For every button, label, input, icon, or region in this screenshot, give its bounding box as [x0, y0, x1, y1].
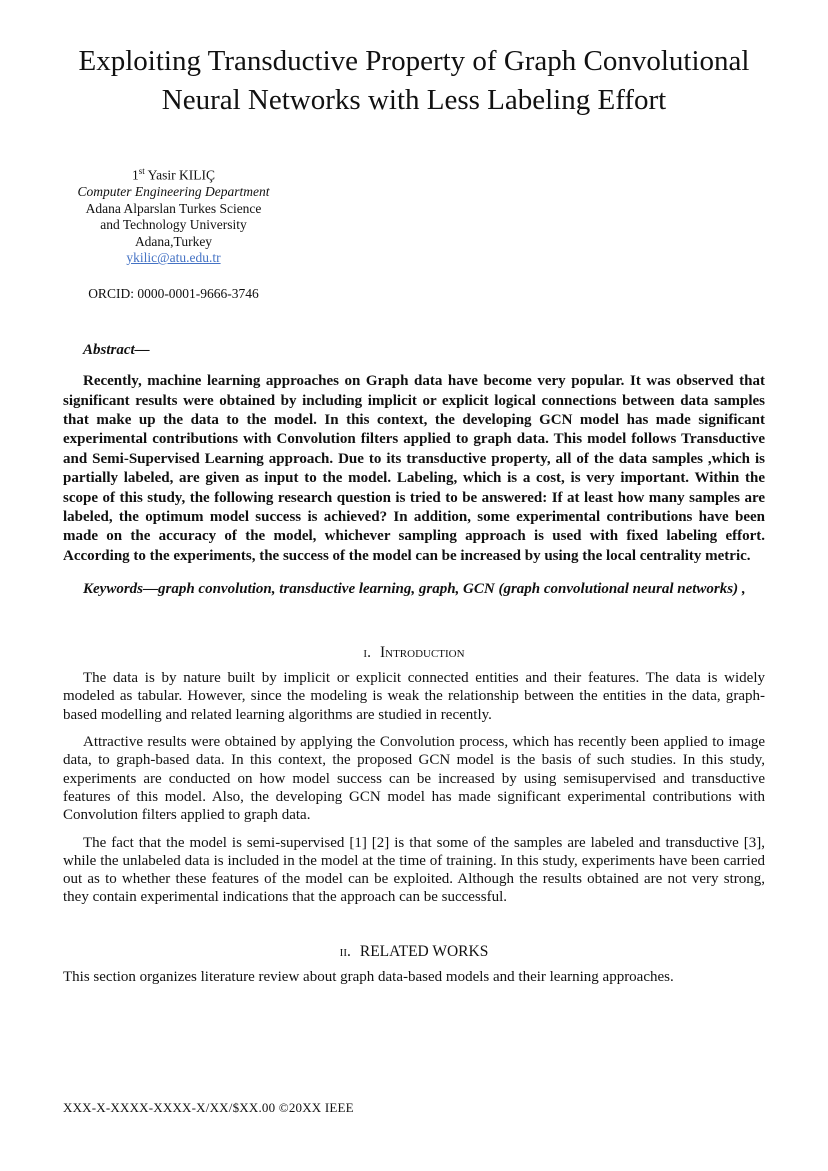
keywords-label: Keywords—	[83, 581, 158, 598]
keywords-text: graph convolution, transductive learning, graph, GCN (graph convolutional neural networks) ,	[158, 581, 746, 598]
author-order-number: 1	[132, 167, 139, 183]
related-works-paragraph-1: This section organizes literature review about graph data-based models and their learning approaches.	[63, 968, 674, 985]
introduction-paragraph-3: The fact that the model is semi-supervised [1] [2] is that some of the samples are labeled and transductive [3], while the unlabeled data is included in the model at the time of training. In this study, experiments have been carried out as to whether these features of the model can be exploited. Although the results obtained are not very strong, they contain experimental indications that the approach can be successful.	[63, 834, 765, 906]
section-heading-introduction	[63, 644, 765, 662]
author-order-suffix: st	[138, 166, 145, 177]
author-name	[71, 163, 276, 184]
author-name-text: Yasir KILIÇ	[144, 167, 215, 183]
abstract-section	[63, 342, 765, 566]
copyright-notice: XXX-X-XXXX-XXXX-X/XX/$XX.00 ©20XX IEEE	[63, 1100, 354, 1115]
keywords-line	[63, 580, 765, 599]
introduction-paragraph-2: Attractive results were obtained by applying the Convolution process, which has recently been applied to image data, to graph-based data. In this context, the proposed GCN model is the basis of such studies. In this study, experiments are conducted on how model success can be increased by using semisupervised and transductive features of this model. Also, the developing GCN model has made significant experimental contributions with Convolution filters applied to graph data.	[63, 734, 765, 824]
section-title-introduction: Introduction	[379, 644, 465, 662]
section-number-introduction: i.	[363, 644, 371, 662]
abstract-text: Recently, machine learning approaches on Graph data have become very popular. It was observed that significant results were obtained by including implicit or explicit logical connections between data samples that make up the data to the model. In this context, the developing GCN model has made significant experimental contributions with Convolution filters applied to graph data. This model follows Transductive and Semi-Supervised Learning approach. Due to its transductive property, all of the data samples ,which is partially labeled, are given as input to the model. Labeling, which is a cost, is very important. Within the scope of this study, the following research question is tried to be answered: If at least how many samples are labeled, the optimum model success is achieved? In addition, some experimental contributions have been made on the accuracy of the model, whichever sampling approach is used with fixed labeling effort. According to the experiments, the success of the model can be increased by using the local centrality metric.	[63, 373, 765, 564]
author-institution-line1: Adana Alparslan Turkes Science	[85, 200, 262, 216]
author-location: Adana,Turkey	[134, 233, 213, 249]
author-block	[71, 163, 276, 302]
section-heading-related-works	[63, 943, 765, 961]
author-department: Computer Engineering Department	[77, 184, 270, 200]
author-email-link[interactable]: ykilic@atu.edu.tr	[126, 250, 221, 266]
abstract-label: Abstract—	[83, 342, 150, 359]
author-institution-line2: and Technology University	[100, 217, 247, 233]
paper-title: Exploiting Transductive Property of Graph Convolutional Neural Networks with Less Labeling Effort	[78, 45, 750, 116]
introduction-paragraph-1: The data is by nature built by implicit or explicit connected entities and their features. The data is widely modeled as tabular. However, since the modeling is weak the relationship between the entities in the data, graph-based modelling and related learning algorithms are studied in recently.	[63, 670, 765, 723]
author-orcid: ORCID: 0000-0001-9666-3746	[88, 285, 259, 301]
section-number-related-works: ii.	[339, 942, 351, 960]
section-title-related-works: RELATED WORKS	[359, 942, 489, 960]
